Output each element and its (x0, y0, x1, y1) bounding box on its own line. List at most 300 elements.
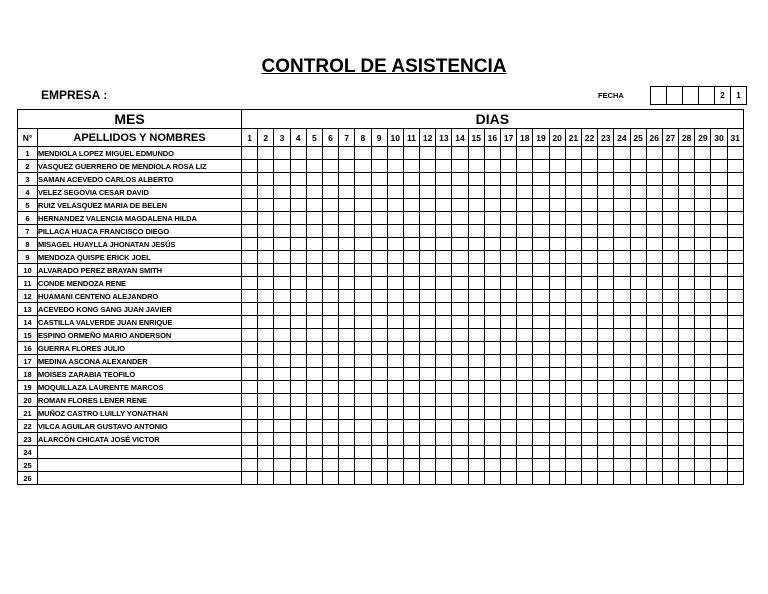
attendance-cell[interactable] (711, 199, 727, 212)
attendance-cell[interactable] (517, 394, 533, 407)
attendance-cell[interactable] (339, 238, 355, 251)
attendance-cell[interactable] (533, 199, 549, 212)
attendance-cell[interactable] (646, 433, 662, 446)
attendance-cell[interactable] (339, 277, 355, 290)
attendance-cell[interactable] (274, 199, 290, 212)
attendance-cell[interactable] (614, 186, 630, 199)
attendance-cell[interactable] (565, 264, 581, 277)
attendance-cell[interactable] (484, 186, 500, 199)
attendance-cell[interactable] (258, 147, 274, 160)
attendance-cell[interactable] (452, 459, 468, 472)
attendance-cell[interactable] (355, 420, 371, 433)
attendance-cell[interactable] (452, 342, 468, 355)
attendance-cell[interactable] (695, 394, 711, 407)
attendance-cell[interactable] (420, 147, 436, 160)
attendance-cell[interactable] (258, 186, 274, 199)
attendance-cell[interactable] (679, 433, 695, 446)
attendance-cell[interactable] (695, 329, 711, 342)
attendance-cell[interactable] (662, 407, 678, 420)
attendance-cell[interactable] (468, 394, 484, 407)
attendance-cell[interactable] (371, 433, 387, 446)
attendance-cell[interactable] (711, 472, 727, 485)
attendance-cell[interactable] (614, 407, 630, 420)
attendance-cell[interactable] (242, 316, 258, 329)
attendance-cell[interactable] (436, 433, 452, 446)
attendance-cell[interactable] (290, 277, 306, 290)
attendance-cell[interactable] (274, 212, 290, 225)
attendance-cell[interactable] (403, 459, 419, 472)
attendance-cell[interactable] (306, 212, 322, 225)
attendance-cell[interactable] (533, 316, 549, 329)
attendance-cell[interactable] (242, 368, 258, 381)
attendance-cell[interactable] (549, 342, 565, 355)
attendance-cell[interactable] (403, 420, 419, 433)
attendance-cell[interactable] (517, 433, 533, 446)
attendance-cell[interactable] (549, 160, 565, 173)
attendance-cell[interactable] (549, 329, 565, 342)
attendance-cell[interactable] (630, 225, 646, 238)
attendance-cell[interactable] (339, 264, 355, 277)
attendance-cell[interactable] (549, 186, 565, 199)
attendance-cell[interactable] (581, 147, 597, 160)
attendance-cell[interactable] (565, 316, 581, 329)
attendance-cell[interactable] (581, 316, 597, 329)
attendance-cell[interactable] (452, 160, 468, 173)
attendance-cell[interactable] (565, 329, 581, 342)
attendance-cell[interactable] (646, 381, 662, 394)
attendance-cell[interactable] (630, 147, 646, 160)
attendance-cell[interactable] (355, 277, 371, 290)
attendance-cell[interactable] (274, 420, 290, 433)
attendance-cell[interactable] (549, 368, 565, 381)
attendance-cell[interactable] (501, 290, 517, 303)
attendance-cell[interactable] (452, 381, 468, 394)
attendance-cell[interactable] (711, 433, 727, 446)
attendance-cell[interactable] (371, 329, 387, 342)
attendance-cell[interactable] (420, 173, 436, 186)
attendance-cell[interactable] (484, 160, 500, 173)
attendance-cell[interactable] (274, 277, 290, 290)
attendance-cell[interactable] (517, 446, 533, 459)
attendance-cell[interactable] (484, 459, 500, 472)
attendance-cell[interactable] (662, 173, 678, 186)
attendance-cell[interactable] (274, 407, 290, 420)
attendance-cell[interactable] (403, 394, 419, 407)
attendance-cell[interactable] (355, 199, 371, 212)
attendance-cell[interactable] (662, 381, 678, 394)
attendance-cell[interactable] (355, 368, 371, 381)
attendance-cell[interactable] (662, 303, 678, 316)
attendance-cell[interactable] (339, 186, 355, 199)
attendance-cell[interactable] (711, 303, 727, 316)
attendance-cell[interactable] (598, 199, 614, 212)
attendance-cell[interactable] (387, 199, 403, 212)
attendance-cell[interactable] (306, 316, 322, 329)
attendance-cell[interactable] (339, 459, 355, 472)
attendance-cell[interactable] (436, 329, 452, 342)
attendance-cell[interactable] (679, 277, 695, 290)
attendance-cell[interactable] (387, 316, 403, 329)
attendance-cell[interactable] (646, 212, 662, 225)
attendance-cell[interactable] (290, 472, 306, 485)
attendance-cell[interactable] (258, 472, 274, 485)
attendance-cell[interactable] (306, 238, 322, 251)
attendance-cell[interactable] (371, 407, 387, 420)
attendance-cell[interactable] (339, 147, 355, 160)
attendance-cell[interactable] (290, 420, 306, 433)
attendance-cell[interactable] (695, 264, 711, 277)
attendance-cell[interactable] (549, 420, 565, 433)
attendance-cell[interactable] (501, 329, 517, 342)
attendance-cell[interactable] (242, 446, 258, 459)
attendance-cell[interactable] (242, 342, 258, 355)
attendance-cell[interactable] (371, 303, 387, 316)
attendance-cell[interactable] (614, 199, 630, 212)
attendance-cell[interactable] (711, 394, 727, 407)
attendance-cell[interactable] (468, 446, 484, 459)
attendance-cell[interactable] (501, 420, 517, 433)
attendance-cell[interactable] (452, 329, 468, 342)
attendance-cell[interactable] (306, 329, 322, 342)
attendance-cell[interactable] (565, 472, 581, 485)
attendance-cell[interactable] (711, 160, 727, 173)
attendance-cell[interactable] (339, 199, 355, 212)
attendance-cell[interactable] (679, 446, 695, 459)
attendance-cell[interactable] (533, 329, 549, 342)
attendance-cell[interactable] (662, 290, 678, 303)
attendance-cell[interactable] (533, 264, 549, 277)
attendance-cell[interactable] (322, 173, 338, 186)
attendance-cell[interactable] (662, 459, 678, 472)
attendance-cell[interactable] (436, 394, 452, 407)
attendance-cell[interactable] (549, 472, 565, 485)
attendance-cell[interactable] (420, 342, 436, 355)
attendance-cell[interactable] (468, 342, 484, 355)
attendance-cell[interactable] (565, 251, 581, 264)
attendance-cell[interactable] (501, 277, 517, 290)
attendance-cell[interactable] (581, 212, 597, 225)
attendance-cell[interactable] (662, 147, 678, 160)
attendance-cell[interactable] (420, 420, 436, 433)
attendance-cell[interactable] (501, 446, 517, 459)
fecha-cell[interactable] (667, 87, 683, 105)
attendance-cell[interactable] (484, 368, 500, 381)
attendance-cell[interactable] (614, 147, 630, 160)
attendance-cell[interactable] (565, 303, 581, 316)
attendance-cell[interactable] (484, 472, 500, 485)
attendance-cell[interactable] (549, 433, 565, 446)
attendance-cell[interactable] (387, 355, 403, 368)
attendance-cell[interactable] (290, 446, 306, 459)
attendance-cell[interactable] (679, 329, 695, 342)
attendance-cell[interactable] (258, 277, 274, 290)
attendance-cell[interactable] (581, 186, 597, 199)
attendance-cell[interactable] (355, 173, 371, 186)
attendance-cell[interactable] (258, 212, 274, 225)
attendance-cell[interactable] (274, 368, 290, 381)
attendance-cell[interactable] (581, 342, 597, 355)
attendance-cell[interactable] (727, 381, 743, 394)
attendance-cell[interactable] (403, 316, 419, 329)
attendance-cell[interactable] (695, 472, 711, 485)
attendance-cell[interactable] (727, 433, 743, 446)
attendance-cell[interactable] (355, 147, 371, 160)
attendance-cell[interactable] (501, 459, 517, 472)
attendance-cell[interactable] (355, 290, 371, 303)
attendance-cell[interactable] (662, 251, 678, 264)
attendance-cell[interactable] (630, 160, 646, 173)
attendance-cell[interactable] (695, 173, 711, 186)
attendance-cell[interactable] (274, 290, 290, 303)
attendance-cell[interactable] (468, 290, 484, 303)
attendance-cell[interactable] (630, 290, 646, 303)
attendance-cell[interactable] (581, 160, 597, 173)
attendance-cell[interactable] (679, 147, 695, 160)
attendance-cell[interactable] (322, 264, 338, 277)
attendance-cell[interactable] (403, 368, 419, 381)
attendance-cell[interactable] (468, 160, 484, 173)
attendance-cell[interactable] (339, 472, 355, 485)
attendance-cell[interactable] (306, 381, 322, 394)
attendance-cell[interactable] (695, 342, 711, 355)
attendance-cell[interactable] (711, 446, 727, 459)
attendance-cell[interactable] (662, 433, 678, 446)
attendance-cell[interactable] (614, 472, 630, 485)
attendance-cell[interactable] (420, 329, 436, 342)
attendance-cell[interactable] (614, 264, 630, 277)
attendance-cell[interactable] (695, 368, 711, 381)
attendance-cell[interactable] (322, 251, 338, 264)
attendance-cell[interactable] (371, 238, 387, 251)
attendance-cell[interactable] (371, 173, 387, 186)
attendance-cell[interactable] (517, 355, 533, 368)
attendance-cell[interactable] (290, 186, 306, 199)
attendance-cell[interactable] (339, 407, 355, 420)
attendance-cell[interactable] (290, 407, 306, 420)
attendance-cell[interactable] (679, 264, 695, 277)
attendance-cell[interactable] (322, 199, 338, 212)
attendance-cell[interactable] (420, 381, 436, 394)
attendance-cell[interactable] (339, 433, 355, 446)
attendance-cell[interactable] (581, 173, 597, 186)
attendance-cell[interactable] (501, 251, 517, 264)
attendance-cell[interactable] (452, 147, 468, 160)
attendance-cell[interactable] (306, 277, 322, 290)
attendance-cell[interactable] (630, 420, 646, 433)
attendance-cell[interactable] (468, 264, 484, 277)
attendance-cell[interactable] (403, 446, 419, 459)
attendance-cell[interactable] (355, 303, 371, 316)
attendance-cell[interactable] (436, 238, 452, 251)
attendance-cell[interactable] (420, 459, 436, 472)
attendance-cell[interactable] (452, 173, 468, 186)
attendance-cell[interactable] (436, 186, 452, 199)
attendance-cell[interactable] (242, 251, 258, 264)
attendance-cell[interactable] (662, 225, 678, 238)
attendance-cell[interactable] (274, 329, 290, 342)
attendance-cell[interactable] (355, 225, 371, 238)
attendance-cell[interactable] (581, 446, 597, 459)
attendance-cell[interactable] (533, 433, 549, 446)
attendance-cell[interactable] (549, 316, 565, 329)
attendance-cell[interactable] (452, 264, 468, 277)
attendance-cell[interactable] (468, 277, 484, 290)
attendance-cell[interactable] (646, 459, 662, 472)
attendance-cell[interactable] (711, 420, 727, 433)
attendance-cell[interactable] (501, 342, 517, 355)
attendance-cell[interactable] (630, 238, 646, 251)
attendance-cell[interactable] (533, 342, 549, 355)
attendance-cell[interactable] (727, 446, 743, 459)
attendance-cell[interactable] (614, 212, 630, 225)
attendance-cell[interactable] (420, 433, 436, 446)
attendance-cell[interactable] (258, 355, 274, 368)
attendance-cell[interactable] (355, 407, 371, 420)
attendance-cell[interactable] (501, 381, 517, 394)
attendance-cell[interactable] (533, 368, 549, 381)
attendance-cell[interactable] (484, 173, 500, 186)
attendance-cell[interactable] (436, 316, 452, 329)
attendance-cell[interactable] (533, 472, 549, 485)
attendance-cell[interactable] (695, 407, 711, 420)
attendance-cell[interactable] (371, 355, 387, 368)
attendance-cell[interactable] (517, 251, 533, 264)
attendance-cell[interactable] (598, 316, 614, 329)
attendance-cell[interactable] (565, 433, 581, 446)
attendance-cell[interactable] (679, 290, 695, 303)
attendance-cell[interactable] (371, 277, 387, 290)
attendance-cell[interactable] (484, 238, 500, 251)
attendance-cell[interactable] (501, 407, 517, 420)
attendance-cell[interactable] (484, 303, 500, 316)
attendance-cell[interactable] (565, 199, 581, 212)
attendance-cell[interactable] (501, 355, 517, 368)
attendance-cell[interactable] (355, 160, 371, 173)
attendance-cell[interactable] (711, 368, 727, 381)
attendance-cell[interactable] (274, 147, 290, 160)
attendance-cell[interactable] (403, 277, 419, 290)
attendance-cell[interactable] (306, 420, 322, 433)
attendance-cell[interactable] (679, 212, 695, 225)
attendance-cell[interactable] (322, 225, 338, 238)
attendance-cell[interactable] (484, 316, 500, 329)
attendance-cell[interactable] (339, 355, 355, 368)
attendance-cell[interactable] (420, 303, 436, 316)
attendance-cell[interactable] (436, 355, 452, 368)
attendance-cell[interactable] (630, 186, 646, 199)
attendance-cell[interactable] (242, 381, 258, 394)
attendance-cell[interactable] (533, 420, 549, 433)
attendance-cell[interactable] (403, 160, 419, 173)
attendance-cell[interactable] (258, 420, 274, 433)
attendance-cell[interactable] (565, 212, 581, 225)
attendance-cell[interactable] (274, 264, 290, 277)
attendance-cell[interactable] (517, 225, 533, 238)
attendance-cell[interactable] (565, 407, 581, 420)
attendance-cell[interactable] (533, 238, 549, 251)
attendance-cell[interactable] (274, 303, 290, 316)
attendance-cell[interactable] (420, 394, 436, 407)
attendance-cell[interactable] (614, 238, 630, 251)
attendance-cell[interactable] (258, 238, 274, 251)
attendance-cell[interactable] (598, 355, 614, 368)
attendance-cell[interactable] (711, 225, 727, 238)
attendance-cell[interactable] (662, 472, 678, 485)
attendance-cell[interactable] (549, 199, 565, 212)
attendance-cell[interactable] (695, 381, 711, 394)
attendance-cell[interactable] (630, 277, 646, 290)
attendance-cell[interactable] (662, 420, 678, 433)
attendance-cell[interactable] (517, 290, 533, 303)
attendance-cell[interactable] (517, 420, 533, 433)
attendance-cell[interactable] (387, 186, 403, 199)
attendance-cell[interactable] (517, 381, 533, 394)
attendance-cell[interactable] (533, 303, 549, 316)
attendance-cell[interactable] (517, 316, 533, 329)
attendance-cell[interactable] (436, 199, 452, 212)
attendance-cell[interactable] (646, 173, 662, 186)
attendance-cell[interactable] (371, 459, 387, 472)
attendance-cell[interactable] (695, 147, 711, 160)
attendance-cell[interactable] (711, 316, 727, 329)
attendance-cell[interactable] (274, 316, 290, 329)
attendance-cell[interactable] (468, 147, 484, 160)
fecha-cell[interactable] (683, 87, 699, 105)
attendance-cell[interactable] (468, 251, 484, 264)
attendance-cell[interactable] (533, 459, 549, 472)
attendance-cell[interactable] (290, 238, 306, 251)
attendance-cell[interactable] (468, 199, 484, 212)
attendance-cell[interactable] (549, 407, 565, 420)
attendance-cell[interactable] (501, 225, 517, 238)
attendance-cell[interactable] (517, 212, 533, 225)
attendance-cell[interactable] (549, 355, 565, 368)
attendance-cell[interactable] (695, 303, 711, 316)
attendance-cell[interactable] (598, 407, 614, 420)
attendance-cell[interactable] (695, 433, 711, 446)
attendance-cell[interactable] (484, 355, 500, 368)
attendance-cell[interactable] (533, 147, 549, 160)
attendance-cell[interactable] (614, 251, 630, 264)
attendance-cell[interactable] (711, 381, 727, 394)
attendance-cell[interactable] (581, 381, 597, 394)
attendance-cell[interactable] (452, 238, 468, 251)
attendance-cell[interactable] (371, 394, 387, 407)
attendance-cell[interactable] (452, 303, 468, 316)
attendance-cell[interactable] (387, 381, 403, 394)
attendance-cell[interactable] (533, 160, 549, 173)
attendance-cell[interactable] (533, 407, 549, 420)
attendance-cell[interactable] (679, 368, 695, 381)
attendance-cell[interactable] (484, 251, 500, 264)
attendance-cell[interactable] (322, 160, 338, 173)
attendance-cell[interactable] (242, 277, 258, 290)
attendance-cell[interactable] (517, 342, 533, 355)
attendance-cell[interactable] (614, 160, 630, 173)
attendance-cell[interactable] (598, 459, 614, 472)
attendance-cell[interactable] (436, 212, 452, 225)
attendance-cell[interactable] (290, 160, 306, 173)
attendance-cell[interactable] (549, 264, 565, 277)
attendance-cell[interactable] (695, 277, 711, 290)
attendance-cell[interactable] (581, 355, 597, 368)
attendance-cell[interactable] (306, 355, 322, 368)
attendance-cell[interactable] (630, 368, 646, 381)
attendance-cell[interactable] (403, 238, 419, 251)
attendance-cell[interactable] (581, 459, 597, 472)
attendance-cell[interactable] (468, 238, 484, 251)
attendance-cell[interactable] (242, 303, 258, 316)
